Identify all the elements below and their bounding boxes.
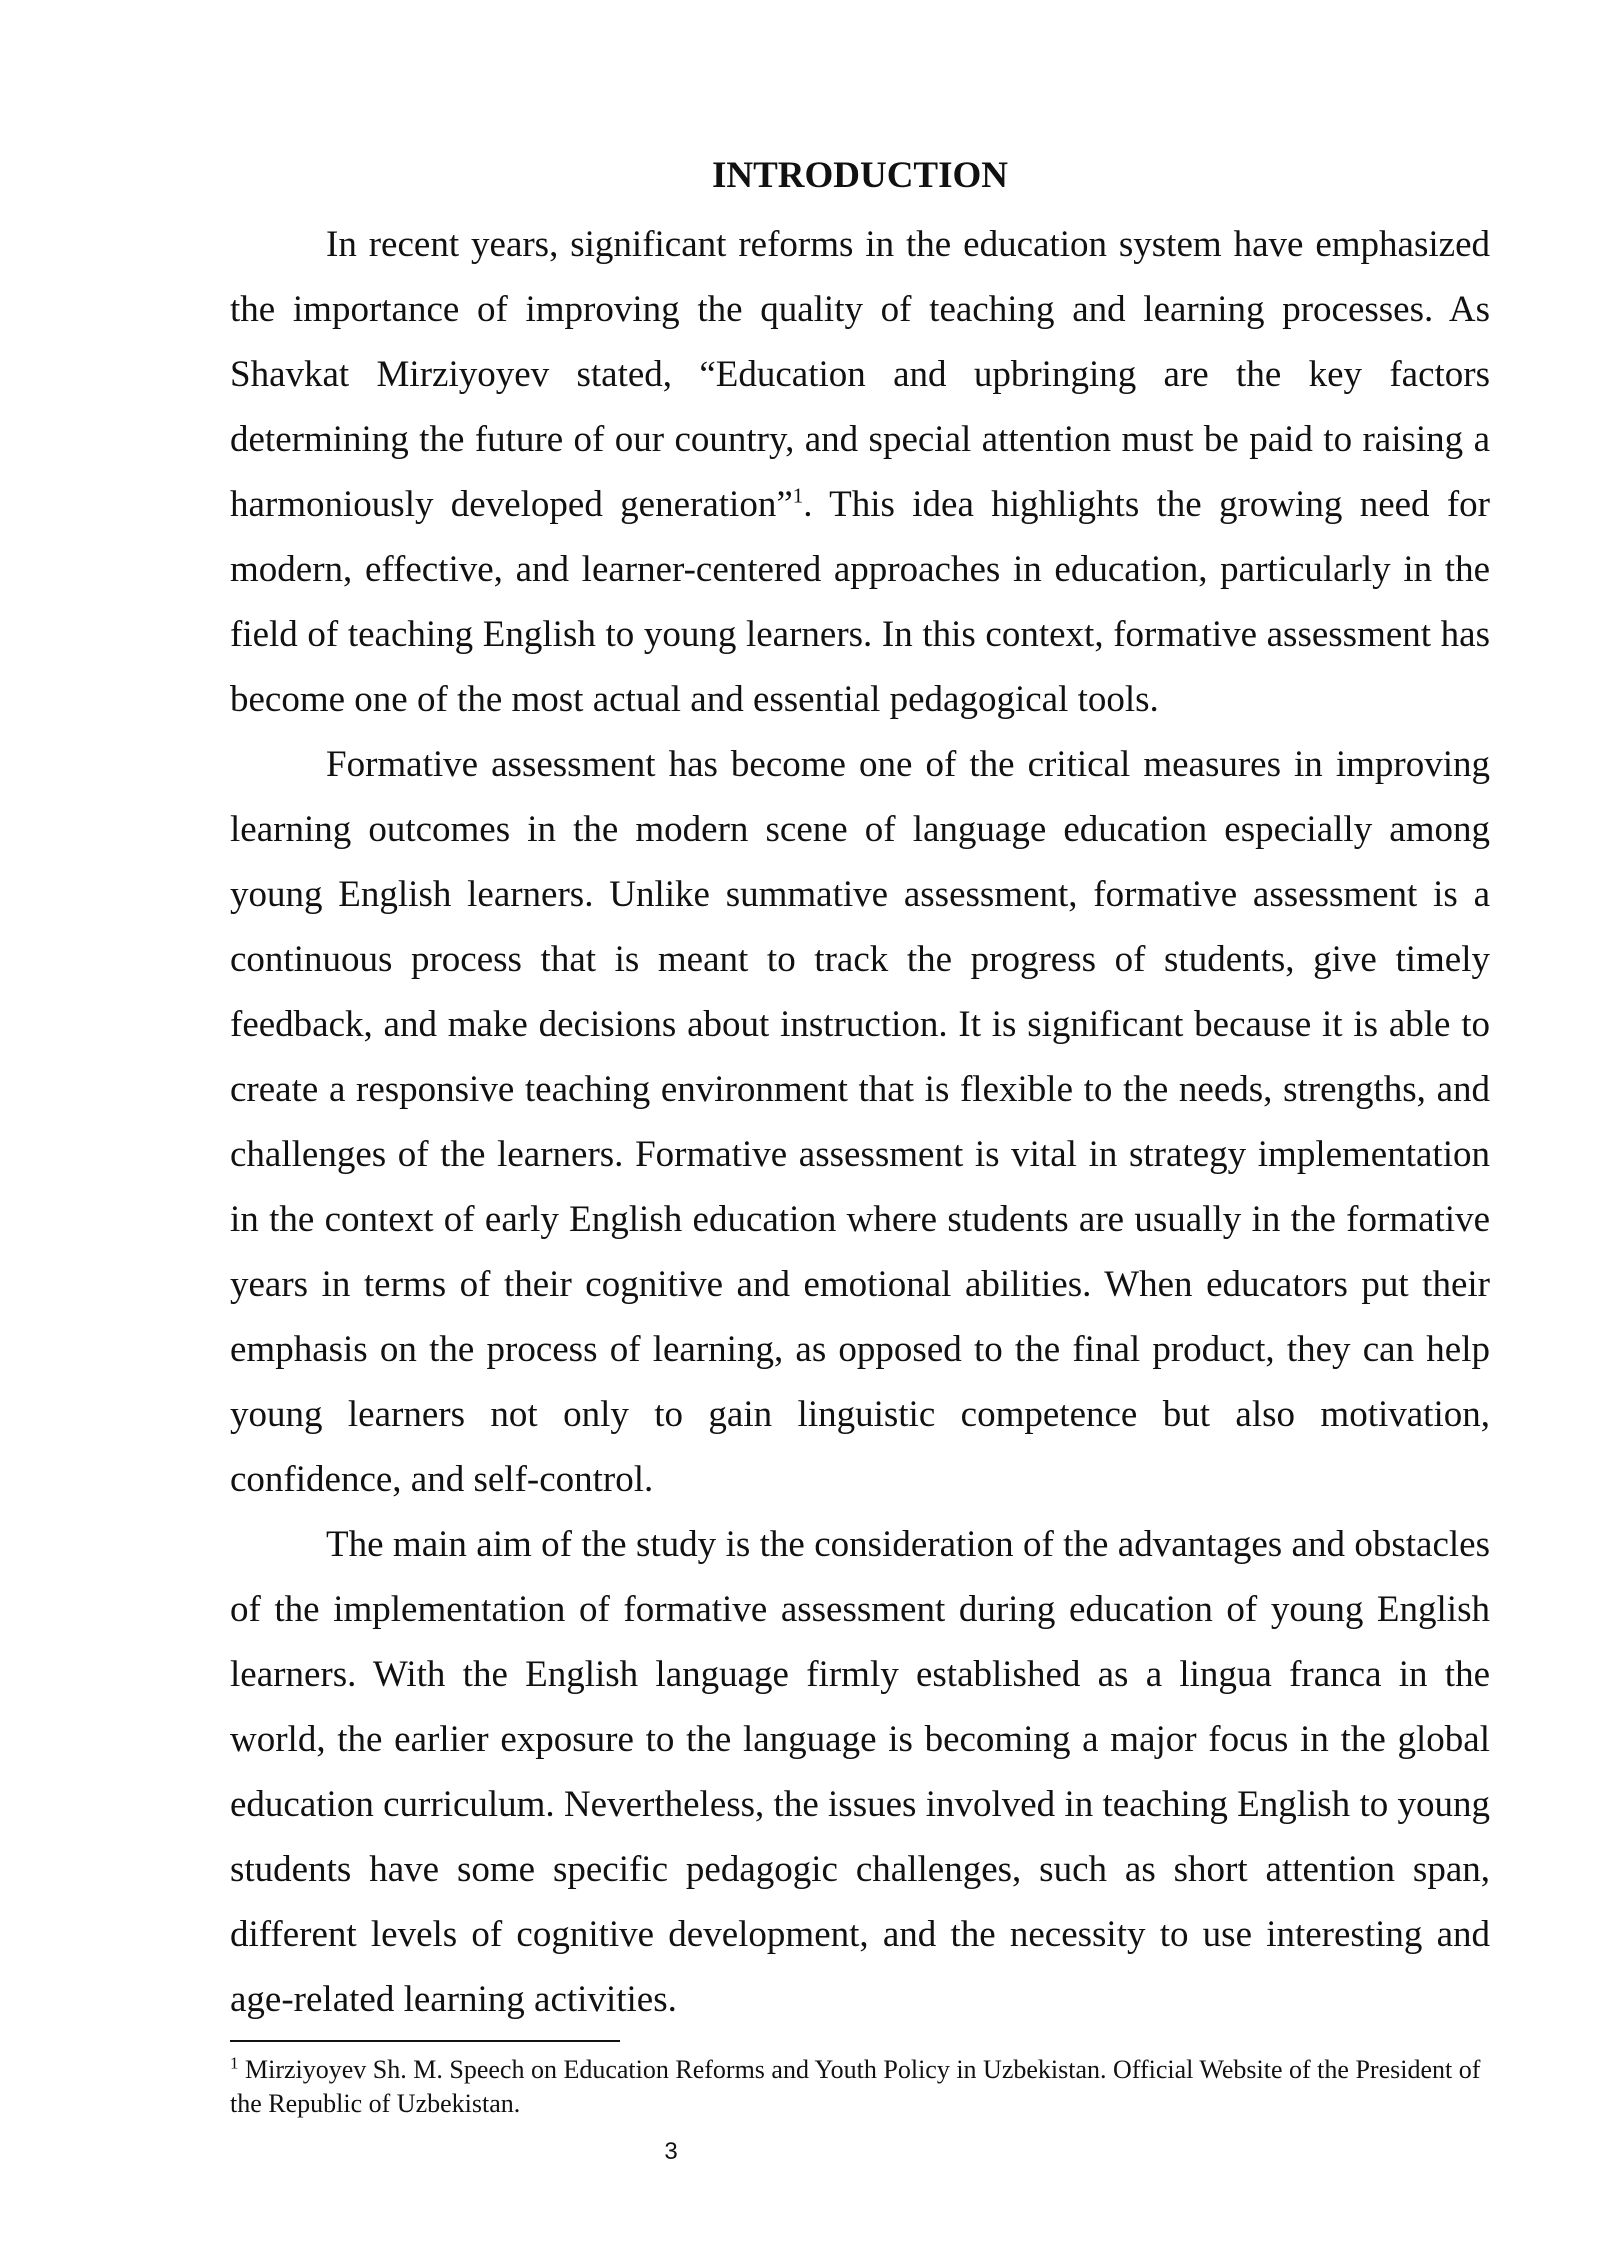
footnote-reference: 1: [792, 483, 804, 508]
paragraph-1-text-before-ref: In recent years, significant reforms in the education system have emphasized the importance of improving the quality of teaching and learning processes. As Shavkat Mirziyoyev stated, “Education and upbringing are the key factors determining the future of our country, and special attention must be paid to raising a harmoniously developed generation”: [230, 224, 1490, 525]
body-text: [230, 212, 1490, 2032]
footnote-text: Mirziyoyev Sh. M. Speech on Education Reforms and Youth Policy in Uzbekistan. Official Website of the President of the Republic of Uzbekistan.: [230, 2055, 1481, 2118]
paragraph-1-text-after-ref: . This idea highlights the growing need for modern, effective, and learner-centered approaches in education, particularly in the field of teaching English to young learners. In this context, formative assessment has become one of the most actual and essential pedagogical tools.: [230, 484, 1491, 720]
paragraph-2: Formative assessment has become one of the critical measures in improving learning outcomes in the modern scene of language education especially among young English learners. Unlike summative assessment, formative assessment is a continuous process that is meant to track the progress of students, give timely feedback, and make decisions about instruction. It is significant because it is able to create a responsive teaching environment that is flexible to the needs, strengths, and challenges of the learners. Formative assessment is vital in strategy implementation in the context of early English education where students are usually in the formative years in terms of their cognitive and emotional abilities. When educators put their emphasis on the process of learning, as opposed to the final product, they can help young learners not only to gain linguistic competence but also motivation, confidence, and self-control.: [230, 744, 1490, 1500]
footnote: [230, 2053, 1490, 2121]
section-heading: INTRODUCTION: [711, 155, 1009, 196]
page-number: 3: [664, 2138, 678, 2165]
footnote-marker: 1: [230, 2053, 239, 2073]
paragraph-3: The main aim of the study is the consideration of the advantages and obstacles of the implementation of formative assessment during education of young English learners. With the English language firmly established as a lingua franca in the world, the earlier exposure to the language is becoming a major focus in the global education curriculum. Nevertheless, the issues involved in teaching English to young students have some specific pedagogic challenges, such as short attention span, different levels of cognitive development, and the necessity to use interesting and age-related learning activities.: [230, 1524, 1490, 2020]
footnote-separator: [230, 2040, 620, 2042]
paragraph-1: [230, 212, 1490, 732]
